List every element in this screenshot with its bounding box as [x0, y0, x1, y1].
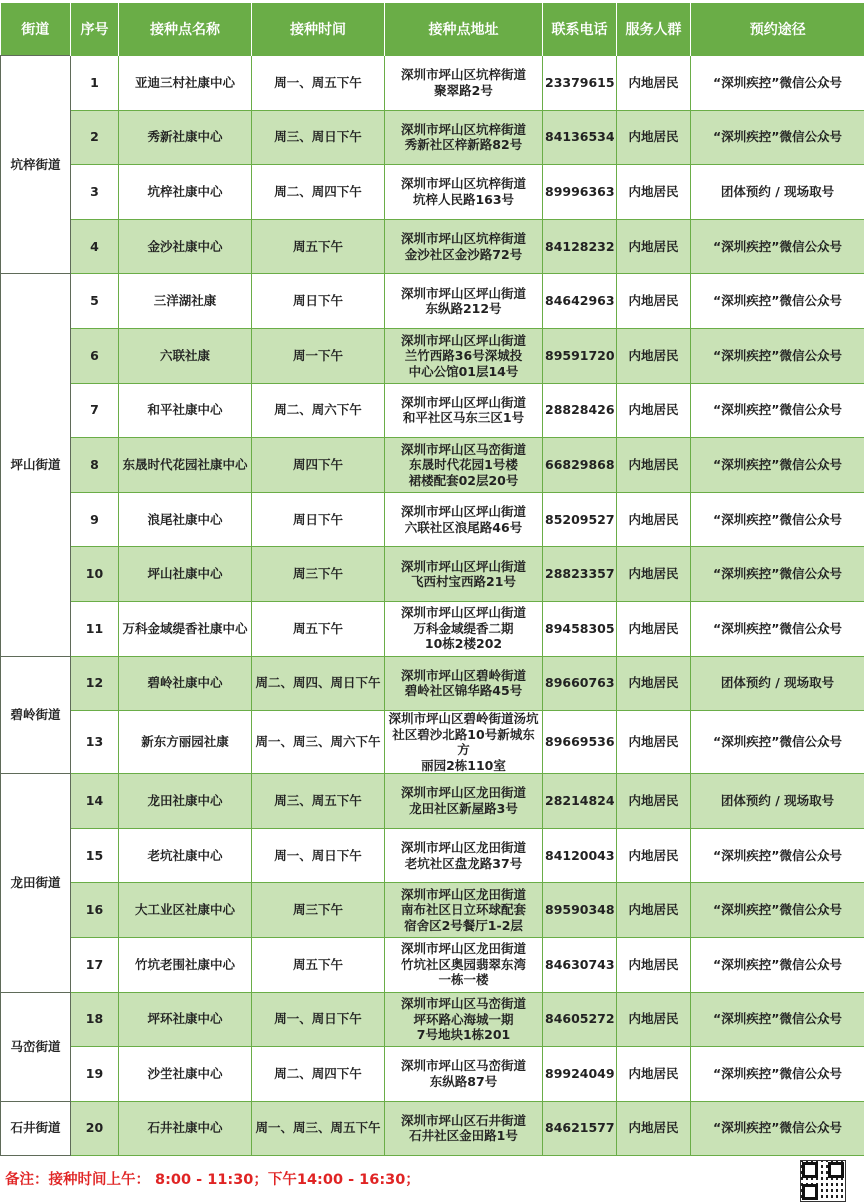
table-row [1, 547, 864, 602]
site-address: 深圳市坪山区坑梓街道 坑梓人民路163号 [385, 165, 543, 220]
service-group: 内地居民 [617, 110, 691, 165]
street-name: 龙田街道 [1, 774, 71, 992]
booking-method: “深圳疾控”微信公众号 [691, 219, 864, 274]
vaccination-time: 周一、周五下午 [252, 56, 385, 111]
table-header-row [1, 3, 864, 56]
service-group: 内地居民 [617, 492, 691, 547]
service-group: 内地居民 [617, 383, 691, 438]
site-name: 金沙社康中心 [119, 219, 252, 274]
table-row [1, 937, 864, 992]
vaccination-time: 周二、周四下午 [252, 165, 385, 220]
vaccination-time: 周三、周五下午 [252, 774, 385, 829]
vaccination-time: 周一下午 [252, 328, 385, 383]
service-group: 内地居民 [617, 992, 691, 1047]
site-address: 深圳市坪山区坪山街道 兰竹西路36号深城投 中心公馆01层14号 [385, 328, 543, 383]
table-row [1, 492, 864, 547]
site-address: 深圳市坪山区坪山街道 和平社区马东三区1号 [385, 383, 543, 438]
booking-method: 团体预约 / 现场取号 [691, 656, 864, 711]
row-number: 2 [71, 110, 119, 165]
row-number: 11 [71, 601, 119, 656]
booking-method: “深圳疾控”微信公众号 [691, 547, 864, 602]
vaccination-time: 周一、周三、周六下午 [252, 711, 385, 774]
table-row [1, 883, 864, 938]
booking-method: “深圳疾控”微信公众号 [691, 328, 864, 383]
footer-note: 备注：接种时间上午： 8:00 - 11:30；下午14:00 - 16:30； [5, 1172, 420, 1188]
phone-number: 89660763 [543, 656, 617, 711]
table-row [1, 56, 864, 111]
header-site-name: 接种点名称 [119, 3, 252, 56]
vaccination-time: 周三下午 [252, 883, 385, 938]
table-row [1, 1047, 864, 1102]
vaccination-time: 周三下午 [252, 547, 385, 602]
phone-number: 23379615 [543, 56, 617, 111]
booking-method: 团体预约 / 现场取号 [691, 165, 864, 220]
service-group: 内地居民 [617, 165, 691, 220]
table-row [1, 711, 864, 774]
table-row [1, 328, 864, 383]
row-number: 7 [71, 383, 119, 438]
phone-number: 89590348 [543, 883, 617, 938]
booking-method: “深圳疾控”微信公众号 [691, 937, 864, 992]
row-number: 10 [71, 547, 119, 602]
header-number: 序号 [71, 3, 119, 56]
phone-number: 66829868 [543, 438, 617, 493]
booking-method: “深圳疾控”微信公众号 [691, 883, 864, 938]
site-address: 深圳市坪山区龙田街道 龙田社区新屋路3号 [385, 774, 543, 829]
row-number: 12 [71, 656, 119, 711]
service-group: 内地居民 [617, 883, 691, 938]
site-address: 深圳市坪山区坑梓街道 聚翠路2号 [385, 56, 543, 111]
site-address: 深圳市坪山区坪山街道 万科金域缇香二期 10栋2楼202 [385, 601, 543, 656]
site-address: 深圳市坪山区坪山街道 六联社区浪尾路46号 [385, 492, 543, 547]
phone-number: 89458305 [543, 601, 617, 656]
site-name: 新东方丽园社康 [119, 711, 252, 774]
table-row [1, 601, 864, 656]
site-address: 深圳市坪山区龙田街道 竹坑社区奥园翡翠东湾 一栋一楼 [385, 937, 543, 992]
street-name: 坪山街道 [1, 274, 71, 656]
site-address: 深圳市坪山区坪山街道 东纵路212号 [385, 274, 543, 329]
row-number: 18 [71, 992, 119, 1047]
booking-method: 团体预约 / 现场取号 [691, 774, 864, 829]
table-row [1, 774, 864, 829]
booking-method: “深圳疾控”微信公众号 [691, 992, 864, 1047]
phone-number: 84642963 [543, 274, 617, 329]
row-number: 13 [71, 711, 119, 774]
booking-method: “深圳疾控”微信公众号 [691, 56, 864, 111]
table-row [1, 274, 864, 329]
table-row [1, 992, 864, 1047]
service-group: 内地居民 [617, 328, 691, 383]
row-number: 14 [71, 774, 119, 829]
street-name: 碧岭街道 [1, 656, 71, 774]
phone-number: 28828426 [543, 383, 617, 438]
booking-method: “深圳疾控”微信公众号 [691, 274, 864, 329]
phone-number: 84605272 [543, 992, 617, 1047]
vaccination-time: 周五下午 [252, 937, 385, 992]
header-phone: 联系电话 [543, 3, 617, 56]
service-group: 内地居民 [617, 711, 691, 774]
vaccination-time: 周一、周日下午 [252, 828, 385, 883]
phone-number: 28214824 [543, 774, 617, 829]
table-row [1, 383, 864, 438]
site-name: 六联社康 [119, 328, 252, 383]
service-group: 内地居民 [617, 1101, 691, 1156]
site-address: 深圳市坪山区碧岭街道 碧岭社区锦华路45号 [385, 656, 543, 711]
vaccination-time: 周日下午 [252, 274, 385, 329]
site-address: 深圳市坪山区马峦街道 坪环路心海城一期 7号地块1栋201 [385, 992, 543, 1047]
booking-method: “深圳疾控”微信公众号 [691, 1101, 864, 1156]
site-name: 大工业区社康中心 [119, 883, 252, 938]
row-number: 17 [71, 937, 119, 992]
row-number: 20 [71, 1101, 119, 1156]
site-name: 东晟时代花园社康中心 [119, 438, 252, 493]
booking-method: “深圳疾控”微信公众号 [691, 492, 864, 547]
site-name: 老坑社康中心 [119, 828, 252, 883]
site-name: 和平社康中心 [119, 383, 252, 438]
row-number: 15 [71, 828, 119, 883]
table-body [1, 56, 864, 1156]
site-name: 万科金域缇香社康中心 [119, 601, 252, 656]
header-street: 街道 [1, 3, 71, 56]
service-group: 内地居民 [617, 547, 691, 602]
service-group: 内地居民 [617, 828, 691, 883]
service-group: 内地居民 [617, 774, 691, 829]
phone-number: 84621577 [543, 1101, 617, 1156]
booking-method: “深圳疾控”微信公众号 [691, 828, 864, 883]
header-group: 服务人群 [617, 3, 691, 56]
table-row [1, 828, 864, 883]
phone-number: 89591720 [543, 328, 617, 383]
site-address: 深圳市坪山区马峦街道 东纵路87号 [385, 1047, 543, 1102]
vaccination-time: 周一、周三、周五下午 [252, 1101, 385, 1156]
site-address: 深圳市坪山区龙田街道 南布社区日立环球配套 宿舍区2号餐厅1-2层 [385, 883, 543, 938]
header-booking: 预约途径 [691, 3, 864, 56]
service-group: 内地居民 [617, 438, 691, 493]
service-group: 内地居民 [617, 274, 691, 329]
service-group: 内地居民 [617, 1047, 691, 1102]
vaccination-time: 周二、周六下午 [252, 383, 385, 438]
vaccination-time: 周三、周日下午 [252, 110, 385, 165]
row-number: 9 [71, 492, 119, 547]
booking-method: “深圳疾控”微信公众号 [691, 383, 864, 438]
site-name: 坪环社康中心 [119, 992, 252, 1047]
booking-method: “深圳疾控”微信公众号 [691, 110, 864, 165]
phone-number: 85209527 [543, 492, 617, 547]
site-address: 深圳市坪山区碧岭街道汤坑 社区碧沙北路10号新城东方 丽园2栋110室 [385, 711, 543, 774]
site-address: 深圳市坪山区坪山街道 飞西村宝西路21号 [385, 547, 543, 602]
site-name: 秀新社康中心 [119, 110, 252, 165]
row-number: 19 [71, 1047, 119, 1102]
table-row [1, 656, 864, 711]
phone-number: 89924049 [543, 1047, 617, 1102]
street-name: 石井街道 [1, 1101, 71, 1156]
site-name: 石井社康中心 [119, 1101, 252, 1156]
booking-method: “深圳疾控”微信公众号 [691, 601, 864, 656]
row-number: 6 [71, 328, 119, 383]
vaccination-time: 周五下午 [252, 601, 385, 656]
vaccination-sites-table [0, 3, 864, 1156]
row-number: 5 [71, 274, 119, 329]
row-number: 16 [71, 883, 119, 938]
site-name: 龙田社康中心 [119, 774, 252, 829]
street-name: 马峦街道 [1, 992, 71, 1101]
table-row [1, 219, 864, 274]
service-group: 内地居民 [617, 56, 691, 111]
site-name: 碧岭社康中心 [119, 656, 252, 711]
vaccination-time: 周二、周四下午 [252, 1047, 385, 1102]
site-address: 深圳市坪山区马峦街道 东晟时代花园1号楼 裙楼配套02层20号 [385, 438, 543, 493]
site-address: 深圳市坪山区坑梓街道 金沙社区金沙路72号 [385, 219, 543, 274]
vaccination-time: 周二、周四、周日下午 [252, 656, 385, 711]
vaccination-time: 周一、周日下午 [252, 992, 385, 1047]
site-name: 坑梓社康中心 [119, 165, 252, 220]
vaccination-time: 周四下午 [252, 438, 385, 493]
service-group: 内地居民 [617, 219, 691, 274]
qr-code-icon [800, 1160, 846, 1202]
row-number: 1 [71, 56, 119, 111]
header-address: 接种点地址 [385, 3, 543, 56]
row-number: 3 [71, 165, 119, 220]
site-address: 深圳市坪山区龙田街道 老坑社区盘龙路37号 [385, 828, 543, 883]
phone-number: 28823357 [543, 547, 617, 602]
phone-number: 84120043 [543, 828, 617, 883]
vaccination-time: 周五下午 [252, 219, 385, 274]
service-group: 内地居民 [617, 656, 691, 711]
site-name: 坪山社康中心 [119, 547, 252, 602]
table-row [1, 165, 864, 220]
vaccination-time: 周日下午 [252, 492, 385, 547]
row-number: 4 [71, 219, 119, 274]
phone-number: 84630743 [543, 937, 617, 992]
street-name: 坑梓街道 [1, 56, 71, 274]
table-row [1, 438, 864, 493]
booking-method: “深圳疾控”微信公众号 [691, 711, 864, 774]
table-row [1, 1101, 864, 1156]
phone-number: 84128232 [543, 219, 617, 274]
row-number: 8 [71, 438, 119, 493]
phone-number: 84136534 [543, 110, 617, 165]
site-address: 深圳市坪山区坑梓街道 秀新社区梓新路82号 [385, 110, 543, 165]
site-name: 沙坣社康中心 [119, 1047, 252, 1102]
site-name: 浪尾社康中心 [119, 492, 252, 547]
site-name: 三洋湖社康 [119, 274, 252, 329]
booking-method: “深圳疾控”微信公众号 [691, 1047, 864, 1102]
service-group: 内地居民 [617, 937, 691, 992]
table-row [1, 110, 864, 165]
service-group: 内地居民 [617, 601, 691, 656]
phone-number: 89669536 [543, 711, 617, 774]
site-name: 亚迪三村社康中心 [119, 56, 252, 111]
header-time: 接种时间 [252, 3, 385, 56]
site-address: 深圳市坪山区石井街道 石井社区金田路1号 [385, 1101, 543, 1156]
phone-number: 89996363 [543, 165, 617, 220]
booking-method: “深圳疾控”微信公众号 [691, 438, 864, 493]
site-name: 竹坑老围社康中心 [119, 937, 252, 992]
